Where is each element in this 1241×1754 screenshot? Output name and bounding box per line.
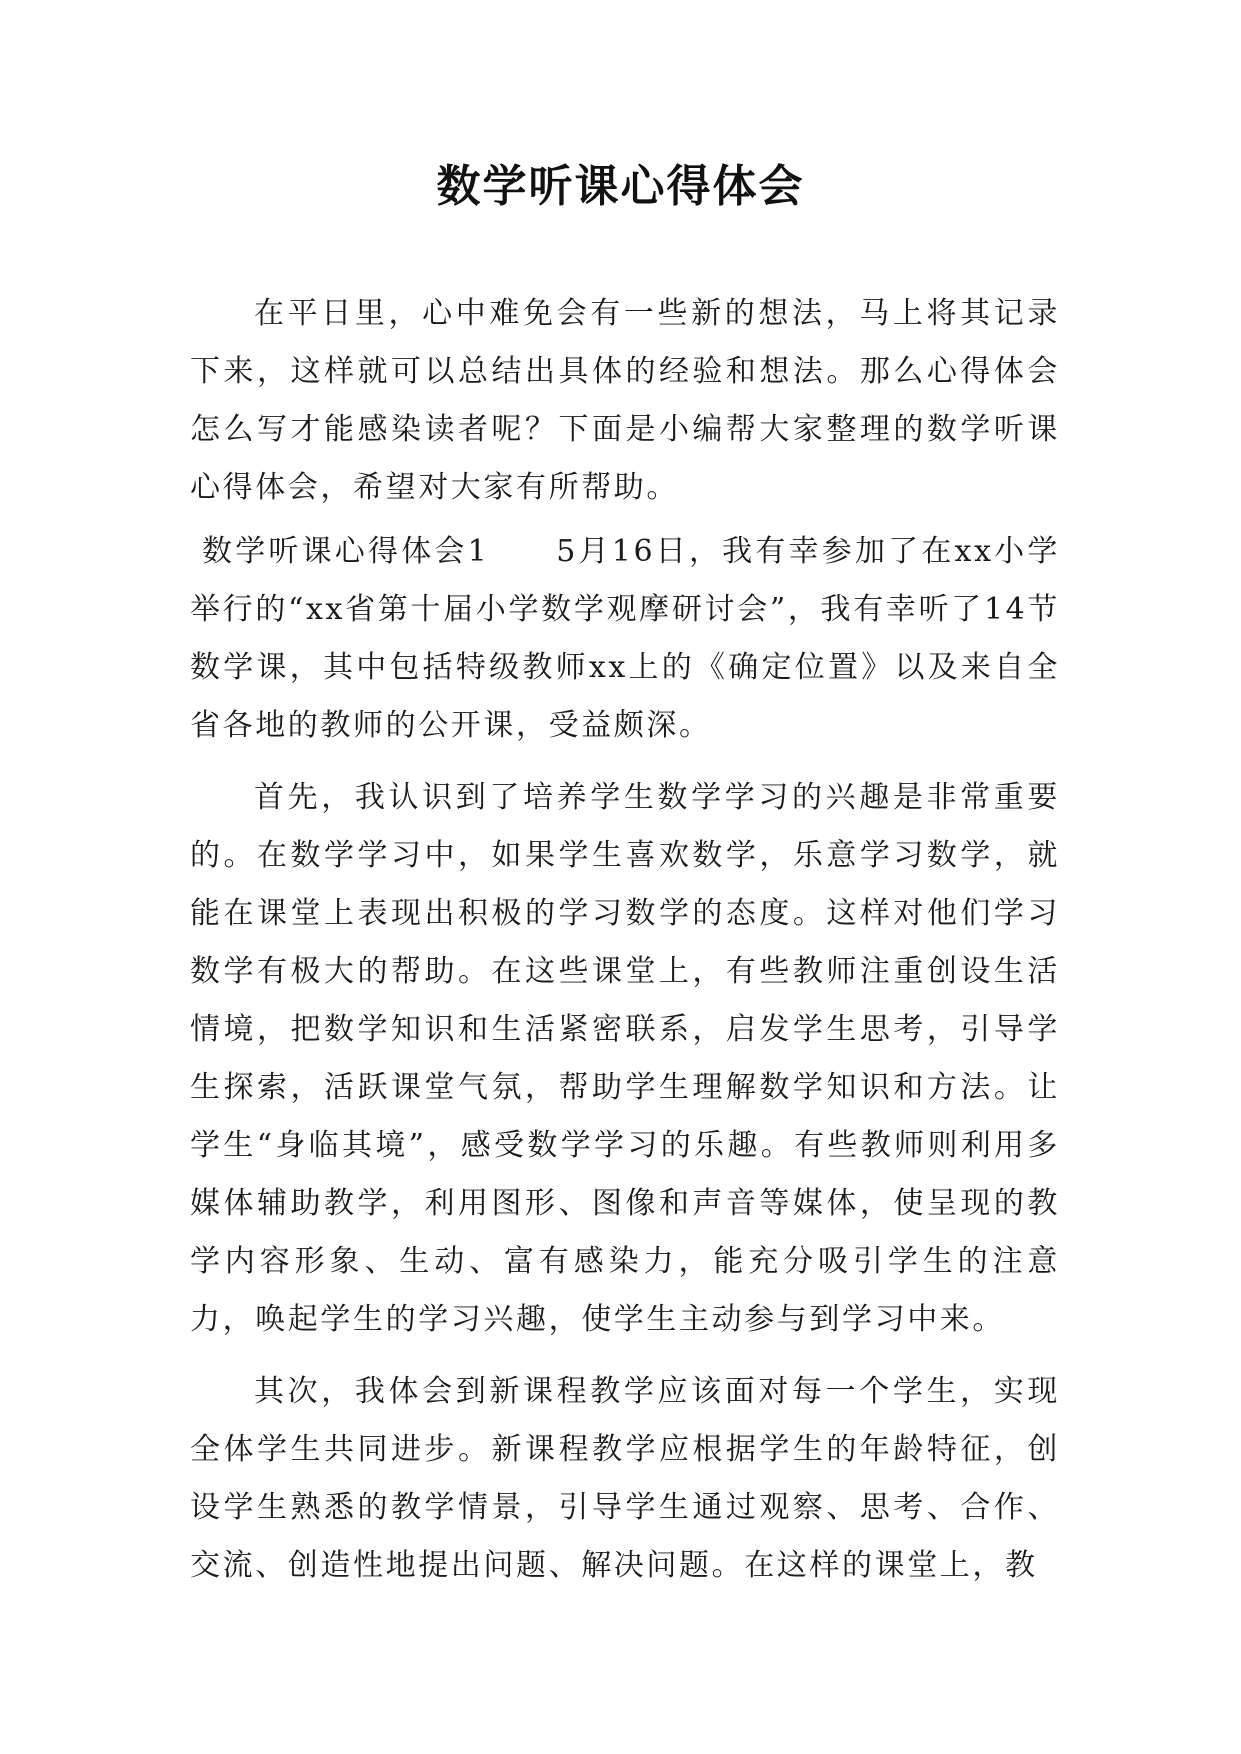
document-title: 数学听课心得体会 [436,161,805,212]
section-1-paragraph [190,523,1060,755]
document-body [190,285,1060,1595]
body-paragraph: 其次，我体会到新课程教学应该面对每一个学生，实现全体学生共同进步。新课程教学应根据学生的年龄特征，创设学生熟悉的教学情景，引导学生通过观察、思考、合作、交流、创造性地提出问题、解决问题。在这样的课堂上，教 [190,1374,1060,1583]
section-1-text: 5月16日，我有幸参加了在xx小学举行的“xx省第十届小学数学观摩研讨会”，我有幸听了14节数学课，其中包括特级教师xx上的《确定位置》以及来自全省各地的教师的公开课，受益颇深。 [190,534,1060,743]
intro-paragraph: 在平日里，心中难免会有一些新的想法，马上将其记录下来，这样就可以总结出具体的经验和想法。那么心得体会怎么写才能感染读者呢？下面是小编帮大家整理的数学听课心得体会，希望对大家有所帮助。 [190,296,1060,505]
section-1-spacer [489,534,556,569]
body-paragraph: 首先，我认识到了培养学生数学学习的兴趣是非常重要的。在数学学习中，如果学生喜欢数学，乐意学习数学，就能在课堂上表现出积极的学习数学的态度。这样对他们学习数学有极大的帮助。在这些课堂上，有些教师注重创设生活情境，把数学知识和生活紧密联系，启发学生思考，引导学生探索，活跃课堂气氛，帮助学生理解数学知识和方法。让学生“身临其境”，感受数学学习的乐趣。有些教师则利用多媒体辅助教学，利用图形、图像和声音等媒体，使呈现的教学内容形象、生动、富有感染力，能充分吸引学生的注意力，唤起学生的学习兴趣，使学生主动参与到学习中来。 [190,780,1060,1337]
section-1-heading: 数学听课心得体会1 [202,534,490,569]
